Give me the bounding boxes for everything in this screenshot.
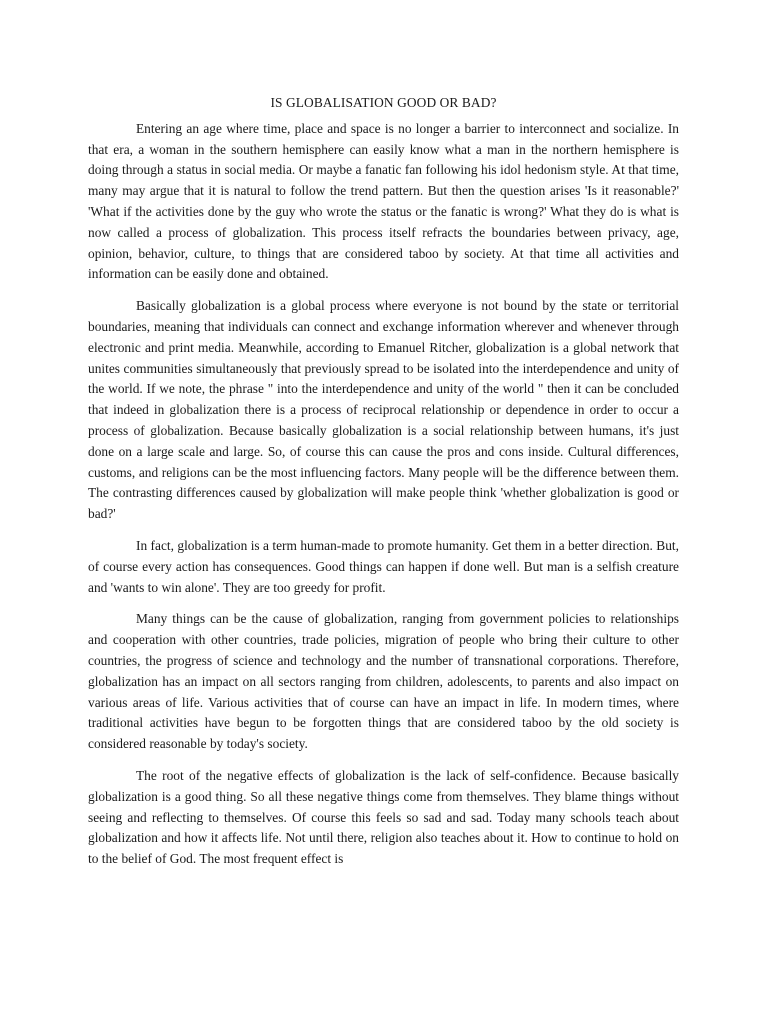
paragraph-3: In fact, globalization is a term human-made to promote humanity. Get them in a better direction. But, of course every action has consequences. Good things can happen if done well. But man is a selfish creature and 'wants to win alone'. They are too greedy for profit. <box>88 537 679 595</box>
paragraph-4: Many things can be the cause of globalization, ranging from government policies to relationships and cooperation with other countries, trade policies, migration of people who bring their culture to other countries, the progress of science and technology and the number of transnational corporations. Therefore, globalization has an impact on all sectors ranging from children, adolescents, to parents and also impact on various areas of life. Various activities that of course can have an impact in life. In modern times, where traditional activities have begun to be forgotten things that are considered taboo by the old society is considered reasonable by today's society. <box>88 611 679 752</box>
paragraph-1: Entering an age where time, place and space is no longer a barrier to interconnect and socialize. In that era, a woman in the southern hemisphere can easily know what a man in the northern hemisphere is doing through a status in social media. Or maybe a fanatic fan following his idol hedonism style. At that time, many may argue that it is natural to follow the trend pattern. But then the question arises 'Is it reasonable?' 'What if the activities done by the guy who wrote the status or the fanatic is wrong?' What they do is what is now called a process of globalization. This process itself refracts the boundaries between privacy, age, opinion, behavior, culture, to things that are considered taboo by society. At that time all activities and information can be easily done and obtained. <box>88 120 679 282</box>
document-title: IS GLOBALISATION GOOD OR BAD? <box>270 95 497 110</box>
document-body <box>88 93 679 881</box>
paragraph-2: Basically globalization is a global process where everyone is not bound by the state or territorial boundaries, meaning that individuals can connect and exchange information wherever and whenever through electronic and print media. Meanwhile, according to Emanuel Ritcher, globalization is a global network that unites communities simultaneously that previously spread to be isolated into the interdependence and unity of the world. If we note, the phrase " into the interdependence and unity of the world " then it can be concluded that indeed in globalization there is a process of reciprocal relationship or dependence in order to occur a process of globalization. Because basically globalization is a social relationship between humans, it's just done on a large scale and large. So, of course this can cause the pros and cons inside. Cultural differences, customs, and religions can be the most influencing factors. Many people will be the difference between them. The contrasting differences caused by globalization will make people think 'whether globalization is good or bad?' <box>88 298 679 522</box>
paragraph-5: The root of the negative effects of globalization is the lack of self-confidence. Because basically globalization is a good thing. So all these negative things come from themselves. They blame things without seeing and reflecting to themselves. Of course this feels so sad and sad. Today many schools teach about globalization and how it affects life. Not until there, religion also teaches about it. How to continue to hold on to the belief of God. The most frequent effect is <box>88 767 679 867</box>
